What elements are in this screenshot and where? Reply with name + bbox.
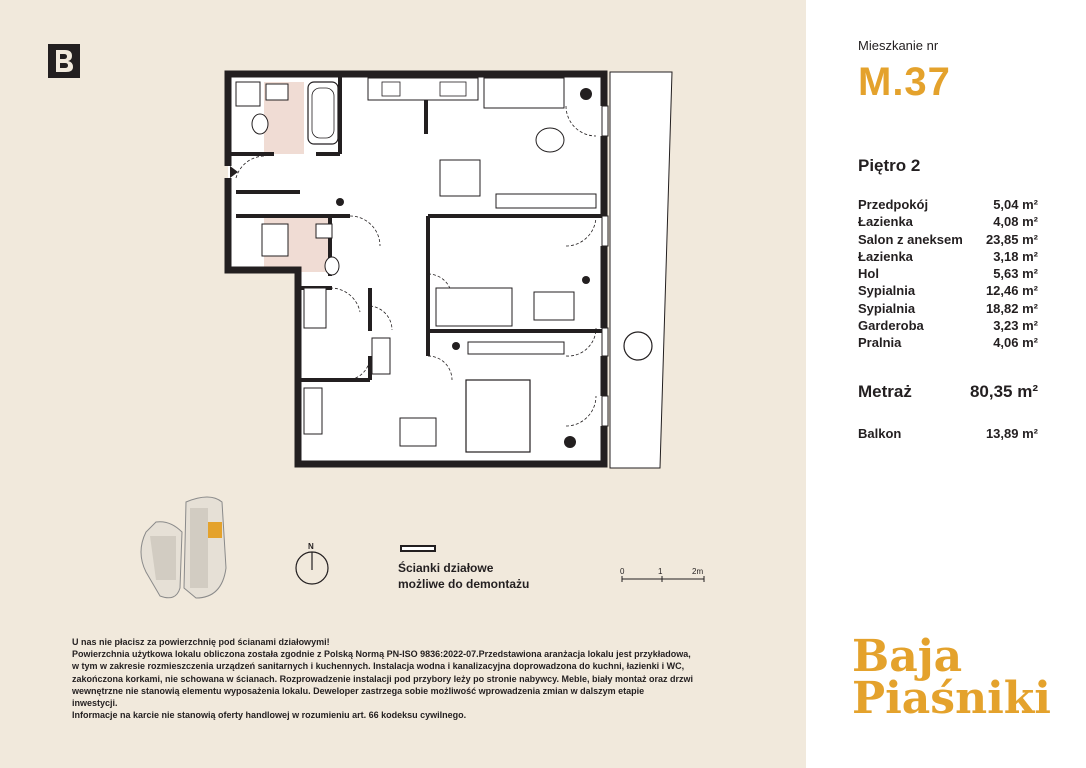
room-area: 3,23 m² bbox=[993, 318, 1038, 334]
room-name: Garderoba bbox=[858, 318, 924, 334]
apartment-label: Mieszkanie nr bbox=[858, 38, 939, 53]
room-row bbox=[858, 231, 1038, 248]
compass-north-label: N bbox=[308, 542, 314, 551]
scale-label-0: 0 bbox=[620, 567, 625, 576]
room-row bbox=[858, 265, 1038, 282]
room-area: 3,18 m² bbox=[993, 248, 1038, 264]
disclaimer-line: wewnętrzne nie stanowią elementu wyposażenia lokalu. Deweloper zastrzega sobie możliwość wprowadzenia zmian w dalszym etapie bbox=[72, 685, 645, 696]
room-name: Pralnia bbox=[858, 335, 902, 351]
room-name: Hol bbox=[858, 266, 879, 282]
room-area: 23,85 m² bbox=[985, 231, 1038, 247]
floor-label: Piętro 2 bbox=[858, 156, 921, 175]
disclaimer-line: w tym w zakresie rozmieszczenia urządzeń sanitarnych i kuchennych. Instalacja wodna i kanalizacyjna doprowadzona do kuchni, łazienki i WC, bbox=[72, 661, 685, 672]
room-area: 12,46 m² bbox=[985, 283, 1038, 299]
balcony-area: 13,89 m² bbox=[985, 426, 1038, 441]
room-name: Salon z aneksem bbox=[858, 231, 963, 247]
room-name: Przedpokój bbox=[858, 197, 929, 212]
scale-bar bbox=[618, 565, 718, 589]
room-area: 4,08 m² bbox=[993, 214, 1038, 230]
legend-line-1: Ścianki działowe bbox=[398, 561, 494, 575]
room-row bbox=[858, 334, 1038, 351]
legend-text bbox=[398, 560, 578, 592]
scale-label-1: 1 bbox=[658, 567, 663, 576]
floor-plan bbox=[220, 66, 680, 476]
logo-line-1: Baja bbox=[852, 631, 963, 682]
disclaimer-line: inwestycji. bbox=[72, 698, 118, 709]
brand-logo-icon bbox=[48, 44, 80, 78]
total-area-label: Metraż bbox=[858, 382, 912, 401]
room-row bbox=[858, 196, 1038, 213]
disclaimer-line: Powierzchnia użytkowa lokalu obliczona została zgodnie z Polską Normą PN-ISO 9836:2022-07.Przedstawiona aranżacja lokalu jest przykładowa, bbox=[72, 649, 691, 660]
disclaimer bbox=[72, 636, 762, 721]
logo-line-2: Piaśniki bbox=[852, 673, 1051, 724]
total-area-value: 80,35 m² bbox=[969, 382, 1038, 401]
project-logo bbox=[852, 631, 1051, 724]
room-row bbox=[858, 248, 1038, 265]
apartment-number: M.37 bbox=[858, 60, 951, 104]
total-area-row bbox=[858, 382, 1038, 402]
legend-line-2: możliwe do demontażu bbox=[398, 577, 530, 591]
room-row bbox=[858, 300, 1038, 317]
disclaimer-line: Informacje na karcie nie stanowią oferty handlowej w rozumieniu art. 66 kodeksu cywilnego. bbox=[72, 710, 467, 721]
room-area: 4,06 m² bbox=[993, 335, 1038, 351]
room-name: Sypialnia bbox=[858, 300, 916, 316]
room-area: 5,04 m² bbox=[993, 197, 1038, 212]
scale-label-2: 2m bbox=[692, 567, 704, 576]
room-row bbox=[858, 282, 1038, 299]
room-area: 5,63 m² bbox=[993, 266, 1038, 282]
room-list bbox=[858, 196, 1038, 352]
legend-wall-swatch bbox=[400, 545, 436, 552]
room-name: Sypialnia bbox=[858, 283, 916, 299]
room-area: 18,82 m² bbox=[985, 300, 1038, 316]
balcony-row bbox=[858, 426, 1038, 441]
balcony-label: Balkon bbox=[858, 426, 902, 441]
room-name: Łazienka bbox=[858, 214, 913, 230]
disclaimer-line: U nas nie płacisz za powierzchnię pod ścianami działowymi! bbox=[72, 637, 330, 647]
building-key-plan bbox=[126, 492, 236, 606]
room-name: Łazienka bbox=[858, 248, 913, 264]
disclaimer-line: zakończona korkami, nie schowana w ścianach. Rozprowadzenie instalacji pod przybory leży po stronie nabywcy. Meble, biały montaż oraz drzwi bbox=[72, 673, 693, 684]
room-row bbox=[858, 317, 1038, 334]
room-row bbox=[858, 213, 1038, 230]
